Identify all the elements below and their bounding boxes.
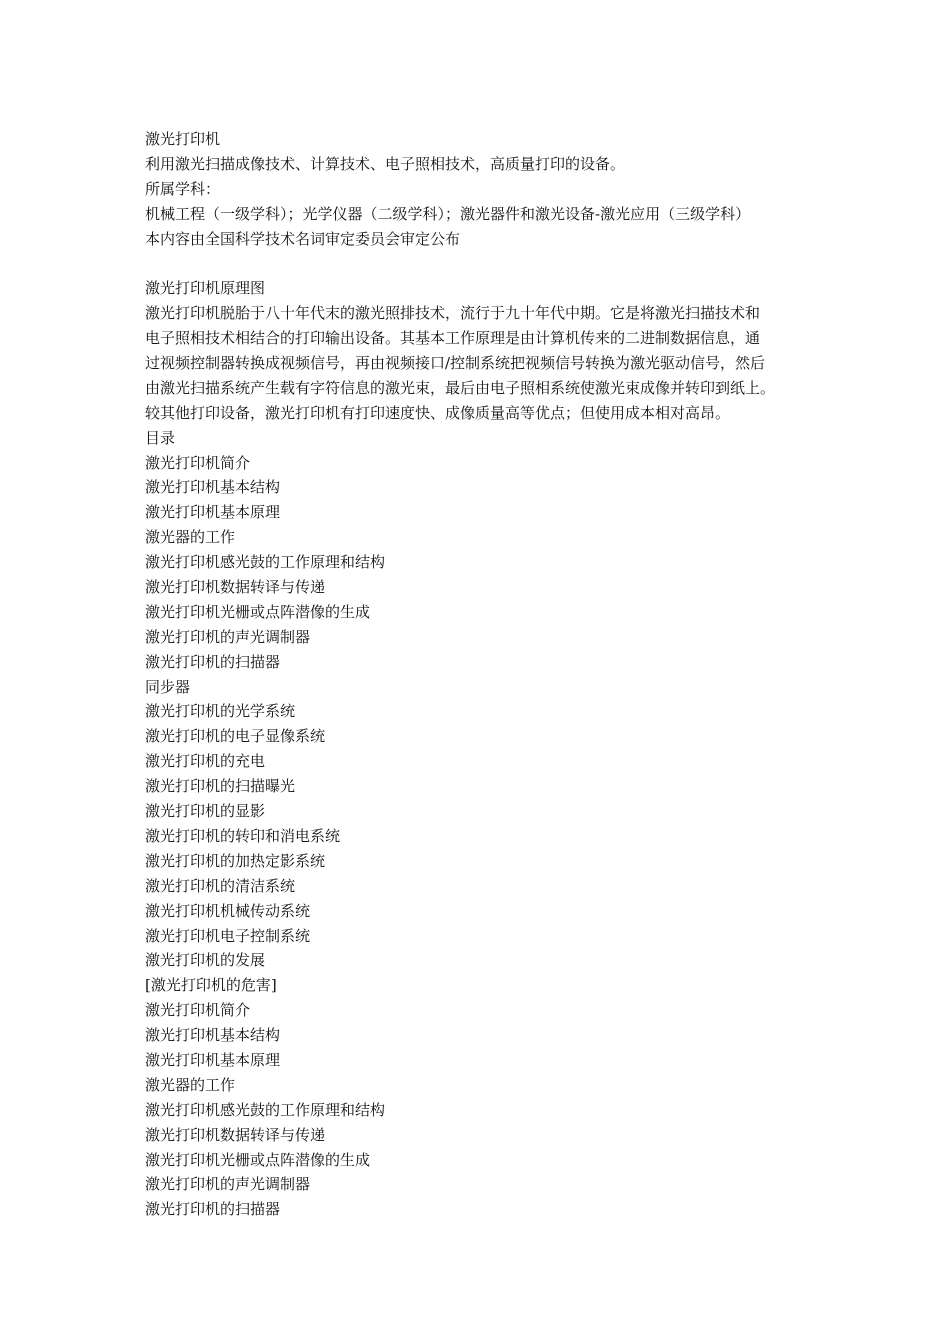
description-paragraph: [145, 301, 825, 425]
toc-item[interactable]: 激光打印机的清洁系统: [145, 876, 296, 895]
paragraph-line: 激光打印机脱胎于八十年代末的激光照排技术，流行于九十年代中期。它是将激光扫描技术和: [145, 304, 761, 323]
paragraph-line: 过视频控制器转换成视频信号，再由视频接口/控制系统把视频信号转换为激光驱动信号，然后: [145, 354, 766, 373]
toc-item[interactable]: 激光打印机基本原理: [145, 1050, 281, 1069]
toc-item[interactable]: 激光打印机简介: [145, 453, 251, 472]
toc-item[interactable]: 激光打印机电子控制系统: [145, 926, 311, 945]
toc-item[interactable]: 激光打印机机械传动系统: [145, 901, 311, 920]
toc-list: [145, 451, 825, 1223]
toc-item[interactable]: 激光打印机光栅或点阵潜像的生成: [145, 1150, 371, 1169]
paragraph-line: 较其他打印设备，激光打印机有打印速度快、成像质量高等优点；但使用成本相对高昂。: [145, 403, 731, 422]
toc-item[interactable]: 激光打印机的扫描器: [145, 652, 281, 671]
toc-item[interactable]: 激光打印机数据转译与传递: [145, 1125, 326, 1144]
source-note: 本内容由全国科学技术名词审定委员会审定公布: [145, 229, 461, 248]
toc-item[interactable]: 激光打印机的显影: [145, 802, 266, 821]
toc-item[interactable]: 激光打印机基本原理: [145, 503, 281, 522]
toc-item[interactable]: 激光打印机的加热定影系统: [145, 851, 326, 870]
toc-item[interactable]: 激光打印机的声光调制器: [145, 1175, 311, 1194]
toc-item[interactable]: [激光打印机的危害]: [145, 976, 277, 995]
toc-item[interactable]: 激光打印机基本结构: [145, 1026, 281, 1045]
toc-item[interactable]: 激光打印机感光鼓的工作原理和结构: [145, 553, 386, 572]
toc-item[interactable]: 激光打印机基本结构: [145, 478, 281, 497]
toc-item[interactable]: 激光打印机光栅或点阵潜像的生成: [145, 602, 371, 621]
toc-item[interactable]: 激光打印机的充电: [145, 752, 266, 771]
toc-item[interactable]: 激光打印机的声光调制器: [145, 627, 311, 646]
blank-line: [145, 251, 825, 276]
toc-item[interactable]: 激光打印机的扫描曝光: [145, 777, 296, 796]
entry-title: 激光打印机: [145, 130, 221, 148]
document-page: [145, 127, 825, 1222]
toc-item[interactable]: 激光器的工作: [145, 1075, 236, 1094]
entry-definition: 利用激光扫描成像技术、计算技术、电子照相技术，高质量打印的设备。: [145, 154, 626, 173]
diagram-caption: 激光打印机原理图: [145, 279, 266, 298]
paragraph-line: 由激光扫描系统产生载有字符信息的激光束，最后由电子照相系统使激光束成像并转印到纸上。: [145, 378, 776, 397]
toc-item[interactable]: 激光打印机简介: [145, 1001, 251, 1020]
toc-item[interactable]: 激光打印机感光鼓的工作原理和结构: [145, 1100, 386, 1119]
toc-item[interactable]: 激光打印机的扫描器: [145, 1200, 281, 1219]
subject-label: 所属学科：: [145, 179, 221, 198]
toc-item[interactable]: 激光打印机的光学系统: [145, 702, 296, 721]
subject-list: 机械工程（一级学科）；光学仪器（二级学科）；激光器件和激光设备-激光应用（三级学科）: [145, 204, 751, 223]
toc-item[interactable]: 激光打印机的转印和消电系统: [145, 826, 341, 845]
paragraph-line: 电子照相技术相结合的打印输出设备。其基本工作原理是由计算机传来的二进制数据信息，通: [145, 329, 761, 348]
toc-item[interactable]: 激光打印机的发展: [145, 951, 266, 970]
toc-item[interactable]: 激光器的工作: [145, 528, 236, 547]
toc-item[interactable]: 同步器: [145, 677, 191, 696]
toc-heading: 目录: [145, 428, 176, 447]
toc-item[interactable]: 激光打印机数据转译与传递: [145, 578, 326, 597]
toc-item[interactable]: 激光打印机的电子显像系统: [145, 727, 326, 746]
